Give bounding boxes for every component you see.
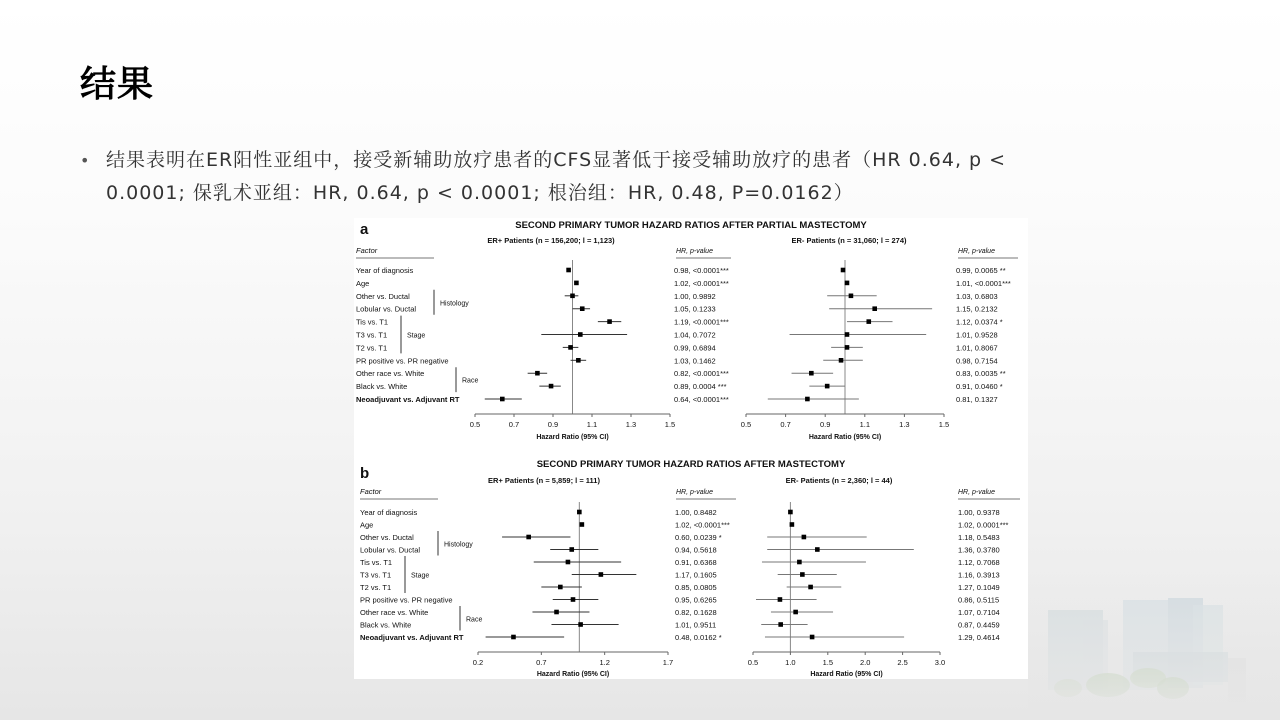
forest-plot-figure <box>354 218 1028 679</box>
value-header: HR, p-value <box>676 489 713 496</box>
factor-label: T2 vs. T1 <box>360 583 392 592</box>
hr-p-value: 1.15, 0.2132 <box>956 304 998 314</box>
hr-marker <box>845 345 850 350</box>
slide-title: 结果 <box>80 64 155 105</box>
x-tick-label: 1.2 <box>599 658 610 667</box>
x-tick-label: 1.7 <box>662 658 674 667</box>
bullet-point <box>80 144 1180 210</box>
value-header: HR, p-value <box>958 248 995 255</box>
hr-marker <box>805 397 810 402</box>
hr-p-value: 1.01, 0.9528 <box>956 330 998 340</box>
x-tick-label: 0.9 <box>547 420 559 429</box>
hr-marker <box>570 294 575 299</box>
hr-marker <box>800 572 805 577</box>
hr-p-value: 0.95, 0.6265 <box>675 595 717 605</box>
value-header: HR, p-value <box>676 248 713 255</box>
factor-label: Age <box>356 278 370 288</box>
hr-p-value: 1.19, <0.0001*** <box>674 317 729 327</box>
hr-p-value: 1.00, 0.8482 <box>675 508 717 517</box>
hr-marker <box>577 510 582 515</box>
factor-label: T3 vs. T1 <box>356 330 388 340</box>
x-tick-label: 1.5 <box>822 658 834 667</box>
x-axis-label: Hazard Ratio (95% CI) <box>536 671 610 678</box>
hr-marker <box>797 560 802 565</box>
hr-marker <box>808 585 813 590</box>
hr-p-value: 0.64, <0.0001*** <box>674 395 729 404</box>
hr-p-value: 1.05, 0.1233 <box>674 304 716 314</box>
factor-label: Lobular vs. Ductal <box>356 304 417 314</box>
x-axis-label: Hazard Ratio (95% CI) <box>808 434 882 441</box>
factor-label: Age <box>360 520 374 530</box>
hr-marker <box>574 281 579 286</box>
hr-p-value: 0.98, <0.0001*** <box>674 266 729 275</box>
hr-marker <box>778 597 783 602</box>
factor-header: Factor <box>360 487 382 496</box>
x-axis-label: Hazard Ratio (95% CI) <box>536 434 609 441</box>
subplot-title: ER- Patients (n = 2,360; l = 44) <box>785 476 893 485</box>
hr-p-value: 0.86, 0.5115 <box>958 595 1000 605</box>
forest-plot-svg <box>354 218 1028 679</box>
hr-marker <box>566 560 571 565</box>
hr-p-value: 1.07, 0.7104 <box>958 608 1000 617</box>
group-label: Stage <box>411 572 430 580</box>
hr-p-value: 1.01, 0.8067 <box>956 343 998 353</box>
factor-label: Year of diagnosis <box>356 266 414 275</box>
x-tick-label: 1.3 <box>625 420 637 429</box>
factor-label: Black vs. White <box>356 382 408 392</box>
hr-marker <box>578 332 583 337</box>
x-tick-label: 1.5 <box>938 420 950 429</box>
x-tick-label: 0.5 <box>469 420 481 429</box>
hr-marker <box>571 597 576 602</box>
hr-p-value: 1.02, 0.0001*** <box>958 520 1009 530</box>
subplot-title: ER+ Patients (n = 156,200; l = 1,123) <box>487 236 615 245</box>
group-label: Histology <box>444 541 473 549</box>
hr-marker <box>607 319 612 324</box>
hr-marker <box>845 281 850 286</box>
chart-title: SECOND PRIMARY TUMOR HAZARD RATIOS AFTER PARTIAL MASTECTOMY <box>515 220 867 231</box>
hr-marker <box>872 306 877 311</box>
x-tick-label: 1.1 <box>859 420 871 429</box>
hr-p-value: 1.04, 0.7072 <box>674 330 716 340</box>
hr-p-value: 0.81, 0.1327 <box>956 395 998 404</box>
hr-p-value: 1.12, 0.0374 * <box>956 317 1003 327</box>
hr-p-value: 1.12, 0.7068 <box>958 558 1000 567</box>
hr-p-value: 0.60, 0.0239 * <box>675 533 722 542</box>
factor-label: Tis vs. T1 <box>356 317 389 327</box>
factor-label: T2 vs. T1 <box>356 343 388 353</box>
hr-marker <box>569 547 574 552</box>
hr-p-value: 0.48, 0.0162 * <box>675 633 722 642</box>
hr-marker <box>802 535 807 540</box>
hr-marker <box>815 547 820 552</box>
x-tick-label: 1.0 <box>785 658 796 667</box>
x-axis-label: Hazard Ratio (95% CI) <box>810 671 883 678</box>
hr-marker <box>580 522 585 527</box>
factor-label: T3 vs. T1 <box>360 570 392 580</box>
hr-p-value: 0.87, 0.4459 <box>958 620 1000 630</box>
factor-label: Other race vs. White <box>356 369 425 379</box>
hr-p-value: 1.17, 0.1605 <box>675 570 717 580</box>
hr-marker <box>825 384 830 389</box>
bullet-line-2: 0.0001; 保乳术亚组：HR, 0.64, p < 0.0001; 根治组：HR, 0.48, P=0.0162） <box>106 182 854 204</box>
hr-marker <box>511 635 516 640</box>
bullet-line-1: 结果表明在ER阳性亚组中，接受新辅助放疗患者的CFS显著低于接受辅助放疗的患者（HR 0.64, p < <box>106 149 1007 171</box>
hr-marker <box>839 358 844 363</box>
hr-p-value: 0.82, 0.1628 <box>675 608 717 617</box>
subplot-title: ER- Patients (n = 31,060; l = 274) <box>791 236 907 245</box>
x-tick-label: 2.0 <box>859 658 871 667</box>
hr-p-value: 1.03, 0.1462 <box>674 356 716 366</box>
hr-marker <box>578 622 583 627</box>
hr-p-value: 1.16, 0.3913 <box>958 570 1000 580</box>
hr-marker <box>500 397 505 402</box>
panel-letter: a <box>360 221 369 238</box>
hr-marker <box>535 371 540 376</box>
x-tick-label: 0.7 <box>536 658 547 667</box>
hr-marker <box>849 294 854 299</box>
hr-p-value: 0.83, 0.0035 ** <box>956 369 1006 379</box>
hr-p-value: 1.02, <0.0001*** <box>674 278 729 288</box>
x-tick-label: 1.5 <box>664 420 676 429</box>
x-tick-label: 2.5 <box>897 658 908 667</box>
hr-p-value: 0.91, 0.6368 <box>675 558 717 567</box>
factor-label: Lobular vs. Ductal <box>360 545 421 555</box>
hr-marker <box>790 522 795 527</box>
hr-marker <box>810 635 815 640</box>
hr-p-value: 1.02, <0.0001*** <box>675 520 730 530</box>
hr-p-value: 0.89, 0.0004 *** <box>674 382 727 392</box>
factor-header: Factor <box>356 246 378 255</box>
hr-marker <box>599 572 604 577</box>
group-label: Stage <box>407 332 426 340</box>
chart-title: SECOND PRIMARY TUMOR HAZARD RATIOS AFTER MASTECTOMY <box>536 459 846 470</box>
group-label: Race <box>466 616 483 624</box>
factor-label: PR positive vs. PR negative <box>360 595 453 605</box>
hr-p-value: 1.01, <0.0001*** <box>956 278 1011 288</box>
panel-letter: b <box>360 465 370 482</box>
hr-p-value: 1.01, 0.9511 <box>675 620 717 630</box>
hr-marker <box>778 622 783 627</box>
hr-p-value: 0.99, 0.0065 ** <box>956 266 1006 275</box>
group-label: Race <box>462 377 479 385</box>
hr-marker <box>526 535 531 540</box>
factor-label: Tis vs. T1 <box>360 558 393 567</box>
hr-p-value: 0.91, 0.0460 * <box>956 382 1003 392</box>
bullet-dot-icon: • <box>80 151 91 170</box>
hr-marker <box>809 371 814 376</box>
hr-marker <box>866 319 871 324</box>
hr-p-value: 1.27, 0.1049 <box>958 583 1000 592</box>
hr-marker <box>841 268 846 273</box>
factor-label: Other race vs. White <box>360 608 429 617</box>
hr-marker <box>554 610 559 615</box>
hr-marker <box>566 268 571 273</box>
hr-p-value: 0.82, <0.0001*** <box>674 369 729 379</box>
hr-marker <box>788 510 793 515</box>
x-tick-label: 0.2 <box>472 658 484 667</box>
group-label: Histology <box>440 300 469 308</box>
factor-label: PR positive vs. PR negative <box>356 356 449 366</box>
hr-marker <box>845 332 850 337</box>
hr-p-value: 0.98, 0.7154 <box>956 356 998 366</box>
value-header: HR, p-value <box>958 489 995 496</box>
factor-label: Year of diagnosis <box>360 508 418 517</box>
factor-label: Neoadjuvant vs. Adjuvant RT <box>356 395 460 404</box>
x-tick-label: 0.5 <box>740 420 752 429</box>
hr-p-value: 1.03, 0.6803 <box>956 291 998 301</box>
factor-label: Other vs. Ductal <box>360 533 414 542</box>
hr-p-value: 1.29, 0.4614 <box>958 633 1000 642</box>
hr-marker <box>580 306 585 311</box>
factor-label: Black vs. White <box>360 620 412 630</box>
hr-p-value: 1.36, 0.3780 <box>958 545 1000 555</box>
subplot-title: ER+ Patients (n = 5,859; l = 111) <box>488 476 600 485</box>
hr-marker <box>558 585 563 590</box>
x-tick-label: 1.1 <box>586 420 598 429</box>
hr-p-value: 1.00, 0.9378 <box>958 508 1000 517</box>
hospital-buildings-image <box>1028 570 1280 720</box>
factor-label: Other vs. Ductal <box>356 291 410 301</box>
hr-p-value: 0.99, 0.6894 <box>674 343 716 353</box>
hr-p-value: 0.85, 0.0805 <box>675 583 717 592</box>
x-tick-label: 0.5 <box>747 658 759 667</box>
x-tick-label: 1.3 <box>899 420 910 429</box>
hr-marker <box>549 384 554 389</box>
hr-p-value: 0.94, 0.5618 <box>675 545 717 555</box>
hr-marker <box>793 610 798 615</box>
x-tick-label: 0.7 <box>508 420 520 429</box>
x-tick-label: 0.9 <box>819 420 831 429</box>
hr-marker <box>568 345 573 350</box>
factor-label: Neoadjuvant vs. Adjuvant RT <box>360 633 464 642</box>
x-tick-label: 3.0 <box>934 658 946 667</box>
hr-p-value: 1.00, 0.9892 <box>674 291 716 301</box>
x-tick-label: 0.7 <box>780 420 791 429</box>
hr-marker <box>576 358 581 363</box>
hr-p-value: 1.18, 0.5483 <box>958 533 1000 542</box>
